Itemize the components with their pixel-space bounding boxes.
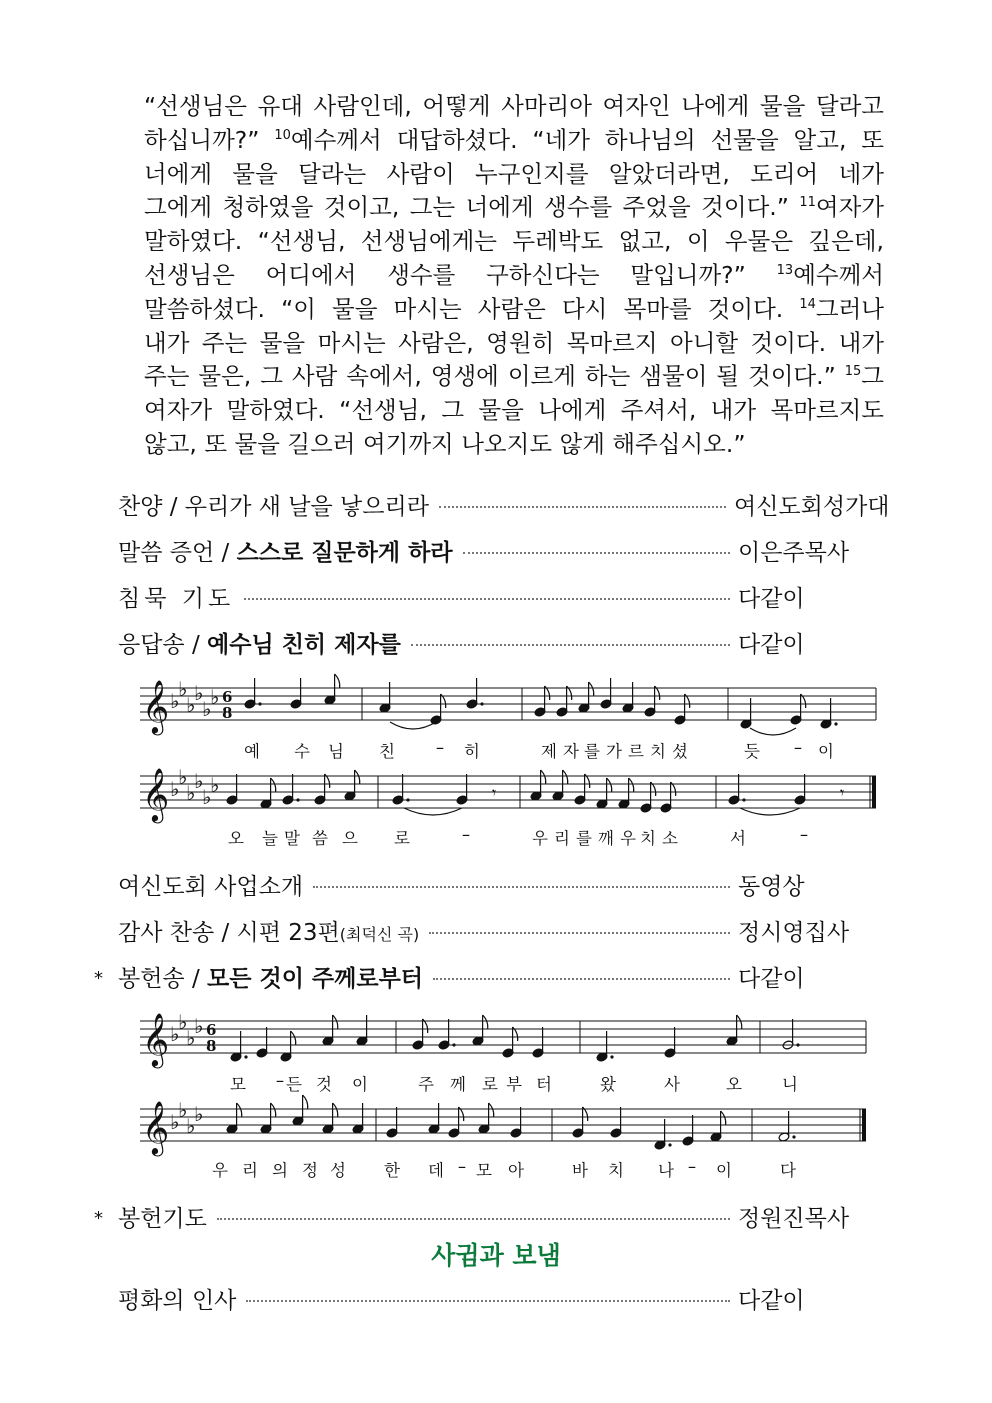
note-flag — [237, 1103, 242, 1117]
lyric-syllable: 우 — [212, 1161, 228, 1180]
flat-sign: ♭ — [170, 689, 180, 713]
note-flag — [489, 1103, 494, 1117]
final-bar — [862, 1109, 866, 1141]
lyric-syllable: 를 — [584, 742, 600, 761]
verse-number: 15 — [844, 364, 862, 380]
lyric-syllable: 오 — [228, 829, 244, 848]
verse-number: 10 — [274, 127, 291, 143]
lyric-syllable: 늘 — [262, 829, 278, 848]
flat-sign: ♭ — [210, 773, 220, 797]
treble-clef: 𝄞 — [142, 1100, 170, 1154]
scripture-line: 말하였다. “선생님, 선생님에게는 두레박도 없고, 이 우물은 깊은데, — [144, 227, 884, 256]
time-signature: 6 — [222, 688, 233, 706]
eighth-rest: 𝄾 — [492, 783, 497, 802]
note-dot — [668, 1143, 671, 1146]
scripture-line: 주는 물은, 그 사람 속에서, 영생에 이르게 하는 샘물이 될 것이다.” $^{15}$그 — [144, 362, 884, 391]
lyric-syllable: 리 — [554, 829, 570, 848]
lyric-syllable: 이 — [352, 1075, 368, 1094]
lyric-syllable: 나 — [658, 1161, 674, 1180]
flat-sign: ♭ — [186, 1026, 196, 1050]
order-sermon-who: 이은주목사 — [738, 539, 850, 566]
note-dot — [792, 1135, 795, 1138]
order-offering-prayer-title: 봉헌기도 — [118, 1205, 207, 1232]
lyric-syllable: 르 — [628, 742, 644, 761]
lyric-syllable: 깨 — [598, 829, 614, 848]
flat-sign: ♭ — [170, 777, 180, 801]
note-flag — [355, 770, 360, 784]
lyric-syllable: 모 — [230, 1075, 246, 1094]
lyric-syllable: 으 — [342, 829, 358, 848]
note-flag — [589, 682, 594, 696]
scripture-line: 내가 주는 물을 마시는 사람은, 영원히 목마르지 아니할 것이다. 내가 — [144, 328, 884, 357]
order-response-bold: 예수님 친히 제자를 — [207, 631, 401, 658]
flat-sign: ♭ — [178, 677, 188, 701]
order-thanks-who: 정시영집사 — [738, 919, 850, 946]
order-peace — [118, 1278, 898, 1318]
flat-sign: ♭ — [202, 785, 212, 809]
note-flag — [271, 778, 276, 792]
flat-sign: ♭ — [194, 769, 204, 793]
order-sermon-prefix: 말씀 증언 / — [118, 539, 237, 566]
lyric-syllable: 왔 — [600, 1075, 616, 1094]
scripture-line: 여자가 말하였다. “선생님, 그 물을 나에게 주셔서, 내가 목마르지도 — [144, 396, 884, 425]
note-dot — [480, 702, 483, 705]
note-flag — [721, 1111, 726, 1125]
treble-clef: 𝄞 — [142, 679, 170, 733]
order-hymn-title: 찬양 / 우리가 새 날을 낳으리라 — [118, 493, 429, 520]
lyric-syllable: 것 — [316, 1075, 332, 1094]
order-peace-who: 다같이 — [738, 1287, 805, 1314]
flat-sign: ♭ — [186, 693, 196, 717]
order-silent-prayer-who: 다같이 — [738, 585, 805, 612]
note-flag — [333, 1015, 338, 1029]
final-bar — [872, 776, 876, 808]
lyric-syllable: 소 — [662, 829, 678, 848]
lyric-syllable: 히 — [464, 742, 480, 761]
lyric-syllable: 서 — [730, 829, 746, 848]
order-silent-prayer — [118, 576, 898, 616]
time-signature: 6 — [206, 1021, 217, 1039]
flat-sign: ♭ — [170, 1022, 180, 1046]
note-flag — [737, 1015, 742, 1029]
lyric-syllable: 제 — [541, 742, 557, 761]
order-response — [118, 622, 898, 662]
lyric-syllable: 예 — [244, 742, 260, 761]
treble-clef: 𝄞 — [142, 767, 170, 821]
scripture-line: 너에게 물을 달라는 사람이 누구인지를 알았더라면, 도리어 네가 — [144, 159, 884, 188]
flat-sign: ♭ — [202, 697, 212, 721]
order-offering-song-who: 다같이 — [738, 965, 805, 992]
lyric-syllable: 님 — [328, 742, 344, 761]
leader-dots — [429, 932, 730, 934]
order-peace-title: 평화의 인사 — [118, 1287, 237, 1314]
flat-sign: ♭ — [186, 1114, 196, 1138]
note-flag — [607, 778, 612, 792]
lyric-syllable: 우 — [620, 829, 636, 848]
note-dot — [610, 1055, 613, 1058]
order-intro — [118, 864, 898, 904]
eighth-rest: 𝄾 — [840, 783, 845, 802]
lyric-syllable: – — [687, 1157, 697, 1176]
time-signature: 8 — [206, 1037, 217, 1055]
lyric-syllable: 모 — [476, 1161, 492, 1180]
lyric-syllable: 부 — [506, 1075, 522, 1094]
order-thanks-title — [118, 914, 419, 947]
star-mark: * — [94, 1208, 103, 1229]
lyric-syllable: 우 — [532, 829, 548, 848]
lyric-syllable: 성 — [330, 1161, 346, 1180]
lyric-syllable: 로 — [394, 829, 410, 848]
lyric-syllable: – — [435, 738, 445, 757]
note-flag — [483, 1015, 488, 1029]
note-flag — [541, 770, 546, 784]
order-response-title — [118, 626, 401, 659]
lyric-syllable: – — [793, 738, 803, 757]
lyric-syllable: 친 — [379, 742, 395, 761]
scripture-line: 선생님은 어디에서 생수를 구하신다는 말입니까?” $^{13}$예수께서 — [144, 260, 884, 289]
tie — [390, 722, 436, 729]
note-dot — [244, 1055, 247, 1058]
verse-number: 13 — [776, 262, 794, 278]
flat-sign: ♭ — [178, 765, 188, 789]
lyric-syllable: 이 — [716, 1161, 732, 1180]
scripture-passage — [144, 90, 884, 462]
order-thanks — [118, 910, 898, 950]
flat-sign: ♭ — [194, 1014, 204, 1038]
note-flag — [271, 1103, 276, 1117]
leader-dots — [439, 506, 726, 508]
lyric-syllable: 자 — [563, 742, 579, 761]
lyric-syllable: 데 — [428, 1161, 444, 1180]
flat-sign: ♭ — [170, 1110, 180, 1134]
leader-dots — [433, 978, 730, 980]
lyric-syllable: 터 — [536, 1075, 552, 1094]
note-dot — [296, 798, 299, 801]
lyric-syllable: 듯 — [744, 742, 760, 761]
leader-dots — [463, 552, 730, 554]
leader-dots — [246, 1300, 730, 1302]
lyric-syllable: – — [461, 825, 471, 844]
leader-dots — [411, 644, 730, 646]
lyric-syllable: 리 — [242, 1161, 258, 1180]
leader-dots — [313, 886, 730, 888]
order-response-prefix: 응답송 / — [118, 631, 208, 658]
note-dot — [258, 702, 261, 705]
note-flag — [333, 1103, 338, 1117]
flat-sign: ♭ — [178, 1098, 188, 1122]
verse-number: 11 — [799, 195, 816, 211]
lyric-syllable: 수 — [294, 742, 310, 761]
note-dot — [452, 1043, 455, 1046]
order-silent-prayer-title: 침묵 기도 — [118, 585, 235, 612]
order-hymn-who: 여신도회성가대 — [734, 493, 890, 520]
leader-dots — [217, 1218, 730, 1220]
flat-sign: ♭ — [210, 685, 220, 709]
order-offering-song — [94, 956, 898, 996]
lyric-syllable: – — [799, 825, 809, 844]
note-flag — [563, 770, 568, 784]
lyric-syllable: 정 — [302, 1161, 318, 1180]
tie — [404, 808, 462, 815]
note-flag — [335, 674, 340, 688]
order-offering-prayer-who: 정원진목사 — [738, 1205, 850, 1232]
flat-sign: ♭ — [178, 1010, 188, 1034]
lyric-syllable: 로 — [482, 1075, 498, 1094]
scripture-line: “선생님은 유대 사람인데, 어떻게 사마리아 여자인 나에게 물을 달라고 — [144, 92, 884, 120]
order-offering-song-prefix: 봉헌송 / — [118, 965, 208, 992]
lyric-syllable: 든 — [286, 1075, 302, 1094]
order-intro-who: 동영상 — [738, 873, 805, 900]
note-dot — [834, 722, 837, 725]
order-offering-song-bold: 모든 것이 주께로부터 — [207, 965, 424, 992]
lyric-syllable: 씀 — [312, 829, 328, 848]
lyric-syllable: 니 — [782, 1075, 798, 1094]
verse-number: 14 — [799, 296, 816, 312]
music-score-1 — [140, 672, 900, 857]
lyric-syllable: 치 — [608, 1161, 624, 1180]
treble-clef: 𝄞 — [142, 1012, 170, 1066]
lyric-syllable: 다 — [780, 1161, 796, 1180]
star-mark: * — [94, 968, 103, 989]
lyric-syllable: 를 — [576, 829, 592, 848]
order-offering-prayer — [94, 1196, 898, 1236]
lyric-syllable: 가 — [606, 742, 622, 761]
section-heading: 사귐과 보냄 — [431, 1241, 561, 1270]
note-dot — [742, 798, 745, 801]
lyric-syllable: 께 — [450, 1075, 466, 1094]
order-intro-title: 여신도회 사업소개 — [118, 873, 304, 900]
lyric-syllable: 치 — [650, 742, 666, 761]
order-hymn — [118, 484, 898, 524]
flat-sign: ♭ — [194, 1102, 204, 1126]
note-flag — [629, 778, 634, 792]
order-offering-song-title — [118, 960, 423, 993]
leader-dots — [244, 598, 730, 600]
scripture-line: 말씀하셨다. “이 물을 마시는 사람은 다시 목마를 것이다. $^{14}$그러나 — [144, 294, 884, 323]
lyric-syllable: 바 — [572, 1161, 588, 1180]
order-sermon-bold: 스스로 질문하게 하라 — [236, 539, 453, 566]
order-sermon — [118, 530, 898, 570]
time-signature: 8 — [222, 704, 233, 722]
lyric-syllable: 말 — [284, 829, 300, 848]
flat-sign: ♭ — [194, 681, 204, 705]
lyric-syllable: 아 — [508, 1161, 524, 1180]
lyric-syllable: 이 — [818, 742, 834, 761]
lyric-syllable: 한 — [384, 1161, 400, 1180]
scripture-line: 그에게 청하였을 것이고, 그는 너에게 생수를 주었을 것이다.” $^{11}$여자가 — [144, 193, 884, 222]
lyric-syllable: 사 — [664, 1075, 680, 1094]
lyric-syllable: – — [275, 1071, 285, 1090]
lyric-syllable: 셨 — [672, 742, 688, 761]
tie — [750, 728, 796, 735]
note-flag — [291, 1031, 296, 1045]
note-dot — [796, 1043, 799, 1046]
scripture-line: 않고, 또 물을 길으러 여기까지 나오지도 않게 해주십시오.” — [144, 429, 746, 458]
order-thanks-composer: (최덕신 곡) — [339, 924, 420, 944]
lyric-syllable: – — [457, 1157, 467, 1176]
lyric-syllable: 치 — [640, 829, 656, 848]
note-flag — [303, 1095, 308, 1109]
order-thanks-prefix: 감사 찬송 / 시편 23편 — [118, 919, 340, 946]
lyric-syllable: 의 — [272, 1161, 288, 1180]
scripture-line: 하십니까?” $^{10}$예수께서 대답하셨다. “네가 하나님의 선물을 알고, 또 — [144, 125, 885, 154]
lyric-syllable: 주 — [418, 1075, 434, 1094]
order-sermon-title — [118, 534, 453, 567]
order-response-who: 다같이 — [738, 631, 805, 658]
lyric-syllable: 오 — [726, 1075, 742, 1094]
tie — [740, 808, 800, 815]
note-dot — [406, 798, 409, 801]
flat-sign: ♭ — [186, 781, 196, 805]
